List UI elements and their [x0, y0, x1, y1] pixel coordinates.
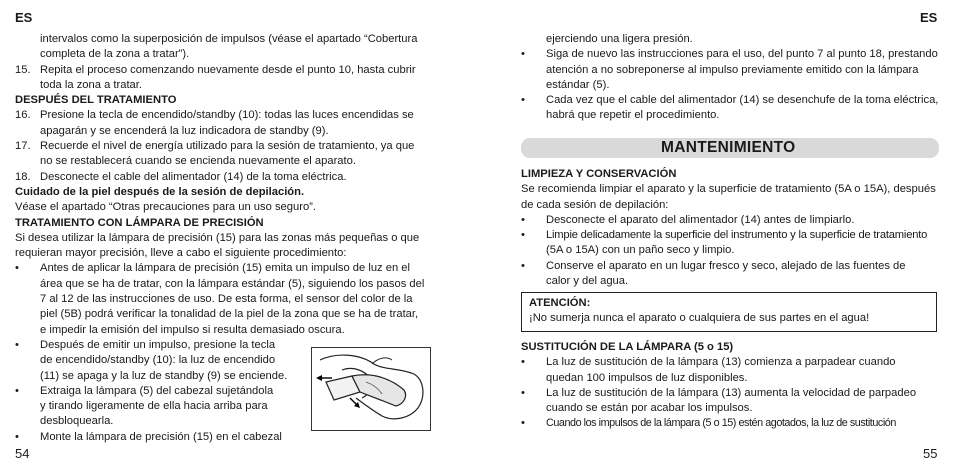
section-heading: LIMPIEZA Y CONSERVACIÓN — [521, 168, 677, 180]
text-line: Siga de nuevo las instrucciones para el uso, del punto 7 al punto 18, prestando — [546, 48, 938, 61]
text-line: Cada vez que el cable del alimentador (14) se desenchufe de la toma eléctrica, — [546, 94, 939, 107]
section-heading: SUSTITUCIÓN DE LA LÁMPARA (5 o 15) — [521, 341, 734, 353]
warning-text: ¡No sumerja nunca el aparato o cualquiera de sus partes en el agua! — [529, 312, 870, 325]
section-title: MANTENIMIENTO — [661, 139, 796, 156]
text-line: Limpie delicadamente la superficie del instrumento y la superficie de tratamiento — [546, 229, 928, 242]
list-item-17 — [15, 139, 435, 170]
text-line: habrá que repetir el procedimiento. — [546, 109, 720, 122]
list-item-16 — [15, 108, 435, 139]
item-number: 18. — [15, 170, 31, 183]
bullet-icon: • — [521, 417, 525, 430]
lamp-illustration-icon — [312, 348, 430, 430]
warning-box — [521, 292, 937, 332]
text-line: (5A o 15A) con un paño seco y limpio. — [546, 244, 735, 257]
text-line: Desconecte el cable del alimentador (14) de la toma eléctrica. — [40, 170, 347, 183]
bullet-icon: • — [521, 94, 525, 107]
right-page-number: 55 — [923, 446, 938, 461]
text-line: no se restablecerá cuando se encienda nuevamente el aparato. — [40, 155, 356, 168]
bullet-item — [521, 259, 941, 290]
bullet-icon: • — [521, 229, 525, 242]
text-line: cuando se están por acabar los impulsos. — [546, 402, 753, 415]
bullet-item — [521, 228, 941, 259]
text-line: La luz de sustitución de la lámpara (13) comienza a parpadear cuando — [546, 356, 896, 369]
text-line: Repita el proceso comenzando nuevamente desde el punto 10, hasta cubrir — [40, 63, 416, 76]
text-line: Recuerde el nivel de energía utilizado para la sesión de tratamiento, ya que — [40, 140, 415, 153]
warning-title: ATENCIÓN: — [529, 297, 591, 309]
text-line: Conserve el aparato en un lugar fresco y seco, alejado de las fuentes de — [546, 259, 906, 272]
bullet-item — [15, 430, 300, 445]
text-line: Extraiga la lámpara (5) del cabezal sujetándola — [40, 384, 274, 397]
lamp-removal-illustration — [311, 347, 431, 431]
text-line: e impedir la emisión del impulso si resulta demasiado oscura. — [40, 323, 345, 336]
text-line: Si desea utilizar la lámpara de precisión (15) para las zonas más pequeñas o que — [15, 231, 420, 244]
text-line: ejerciendo una ligera presión. — [546, 33, 693, 45]
right-language-label: ES — [920, 10, 938, 25]
text-line: de cada sesión de depilación: — [521, 198, 669, 211]
text-line: quedan 100 impulsos de luz disponibles. — [546, 371, 748, 384]
bullet-icon: • — [15, 384, 19, 397]
bullet-icon: • — [521, 48, 525, 61]
bullet-item — [521, 355, 941, 386]
bullet-icon: • — [15, 262, 19, 275]
text-line: Cuando los impulsos de la lámpara (5 o 15) estén agotados, la luz de sustitución — [546, 417, 896, 430]
bullet-icon: • — [521, 259, 525, 272]
text-line: 7 al 12 de las instrucciones de uso. De esta forma, el sensor del color de la — [40, 293, 413, 306]
right-column-top — [521, 32, 941, 124]
bullet-item — [521, 416, 941, 431]
section-title-band — [521, 138, 939, 158]
bullet-item — [521, 386, 941, 417]
section-heading: TRATAMIENTO CON LÁMPARA DE PRECISIÓN — [15, 216, 264, 229]
text-line: Antes de aplicar la lámpara de precisión (15) emita un impulso de luz en el — [40, 262, 411, 275]
bullet-icon: • — [15, 430, 19, 443]
bullet-item — [15, 338, 300, 384]
text-line: estándar (5). — [546, 78, 610, 91]
text-line: área que se ha de tratar, con la lámpara estándar (5), siguiendo los pasos del — [40, 277, 425, 290]
list-item-15 — [15, 63, 435, 94]
text-line: La luz de sustitución de la lámpara (13) aumenta la velocidad de parpadeo — [546, 386, 917, 399]
text-line: apagarán y se encenderá la luz indicadora de standby (9). — [40, 124, 329, 137]
text-line: Véase el apartado “Otras precauciones para un uso seguro”. — [15, 201, 316, 214]
bullet-icon: • — [521, 356, 525, 369]
item-number: 15. — [15, 63, 31, 76]
text-line: completa de la zona a tratar”). — [40, 48, 190, 61]
left-page-number: 54 — [15, 446, 30, 461]
bullet-item — [521, 93, 941, 124]
item-number: 17. — [15, 140, 31, 153]
item-number: 16. — [15, 109, 31, 122]
bullet-item — [15, 384, 300, 430]
text-line: Desconecte el aparato del alimentador (14) antes de limpiarlo. — [546, 213, 855, 226]
text-line: de encendido/standby (10): la luz de encendido — [40, 354, 276, 367]
text-line: calor y del agua. — [546, 275, 629, 288]
right-column-cleaning — [521, 167, 941, 289]
bullet-icon: • — [521, 386, 525, 399]
text-line: requieran mayor precisión, lleve a cabo el siguiente procedimiento: — [15, 247, 347, 260]
left-language-label: ES — [15, 10, 33, 25]
text-line: Se recomienda limpiar el aparato y la superficie de tratamiento (5A o 15A), después — [521, 183, 936, 196]
bullet-icon: • — [15, 338, 19, 351]
text-line: Monte la lámpara de precisión (15) en el cabezal — [40, 430, 282, 443]
text-line: intervalos como la superposición de impulsos (véase el apartado “Cobertura — [40, 33, 418, 45]
bullet-icon: • — [521, 213, 525, 226]
text-line: piel (5B) podrá verificar la tonalidad de la piel de la zona que se ha de tratar, — [40, 308, 419, 321]
text-line: (11) se apaga y la luz de standby (9) se enciende. — [40, 369, 288, 382]
text-line: Presione la tecla de encendido/standby (10): todas las luces encendidas se — [40, 109, 414, 122]
text-line: atención a no sobreponerse al impulso previamente emitido con la lámpara — [546, 63, 919, 76]
text-line: toda la zona a tratar. — [40, 78, 142, 91]
section-heading: DESPUÉS DEL TRATAMIENTO — [15, 94, 177, 107]
list-item-18 — [15, 170, 435, 185]
right-column-replacement — [521, 340, 941, 432]
text-line: Después de emitir un impulso, presione la tecla — [40, 338, 276, 351]
text-line: desbloquearla. — [40, 415, 114, 428]
bullet-item — [521, 47, 941, 93]
bullet-item — [15, 261, 435, 337]
subheading: Cuidado de la piel después de la sesión de depilación. — [15, 185, 305, 198]
text-line: y tirando ligeramente de ella hacia arriba para — [40, 400, 268, 413]
bullet-item — [521, 213, 941, 228]
